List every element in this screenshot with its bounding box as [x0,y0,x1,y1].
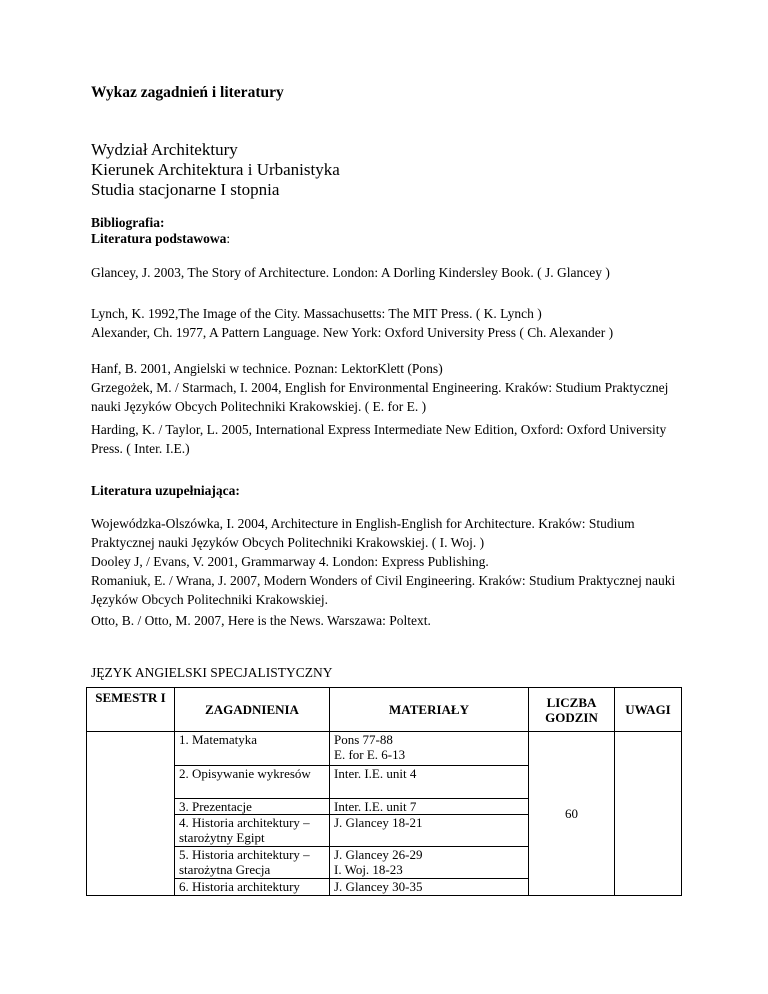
basic-ref-grzegozek: Grzegożek, M. / Starmach, I. 2004, English for Environmental Engineering. Kraków: Studium Praktycznej nauki Języków Obcych Politechniki Krakowskiej. ( E. for E. ) [91,380,669,414]
table-row [87,732,682,766]
basic-ref-harding: Harding, K. / Taylor, L. 2005, International Express Intermediate New Edition, Oxford: Oxford University Press. ( Inter. I.E.) [91,422,667,456]
header-topics: ZAGADNIENIA [175,688,330,732]
basic-ref-glancey: Glancey, J. 2003, The Story of Architecture. London: A Dorling Kindersley Book. ( J. Glancey ) [91,265,610,280]
semester-cell [87,732,175,896]
supp-ref-otto: Otto, B. / Otto, M. 2007, Here is the News. Warszawa: Poltext. [91,613,431,628]
bibliography-label: Bibliografia: [91,215,165,230]
section-title: JĘZYK ANGIELSKI SPECJALISTYCZNY [91,665,333,680]
document-title: Wykaz zagadnień i literatury [91,84,284,101]
topic-cell: 6. Historia architektury [175,879,330,896]
material-cell: Pons 77-88 E. for E. 6-13 [330,732,529,766]
syllabus-table [86,687,682,896]
basic-literature-colon: : [226,231,231,246]
table-header-row [87,688,682,732]
material-cell: J. Glancey 30-35 [330,879,529,896]
topic-cell: 4. Historia architektury – starożytny Egipt [175,815,330,847]
supp-ref-romaniuk: Romaniuk, E. / Wrana, J. 2007, Modern Wonders of Civil Engineering. Kraków: Studium Praktycznej nauki Języków Obcych Politechniki Krakowskiej. [91,573,676,607]
material-cell: J. Glancey 26-29 I. Woj. 18-23 [330,847,529,879]
material-cell: Inter. I.E. unit 7 [330,799,529,815]
basic-literature-heading [91,231,230,247]
faculty-line: Wydział Architektury [91,140,238,159]
supp-ref-dooley: Dooley J, / Evans, V. 2001, Grammarway 4. London: Express Publishing. [91,554,489,569]
notes-cell [615,732,682,896]
supp-ref-wojewodzka: Wojewódzka-Olszówka, I. 2004, Architecture in English-English for Architecture. Kraków: Studium Praktycznej nauki Języków Obcych Politechniki Krakowskiej. ( I. Woj. ) [91,516,635,550]
topic-cell: 3. Prezentacje [175,799,330,815]
study-mode-line: Studia stacjonarne I stopnia [91,180,280,199]
basic-ref-hanf: Hanf, B. 2001, Angielski w technice. Poznan: LektorKlett (Pons) [91,361,443,376]
material-cell: J. Glancey 18-21 [330,815,529,847]
header-materials: MATERIAŁY [330,688,529,732]
material-cell: Inter. I.E. unit 4 [330,766,529,799]
header-hours: LICZBA GODZIN [529,688,615,732]
topic-cell: 1. Matematyka [175,732,330,766]
basic-literature-label: Literatura podstawowa [91,231,227,246]
supplementary-literature-label: Literatura uzupełniająca: [91,483,240,498]
basic-ref-lynch: Lynch, K. 1992,The Image of the City. Massachusetts: The MIT Press. ( K. Lynch ) [91,306,542,321]
topic-cell: 2. Opisywanie wykresów [175,766,330,799]
header-notes: UWAGI [615,688,682,732]
header-semester: SEMESTR I [87,688,175,732]
field-of-study-line: Kierunek Architektura i Urbanistyka [91,160,340,179]
topic-cell: 5. Historia architektury – starożytna Grecja [175,847,330,879]
basic-ref-alexander: Alexander, Ch. 1977, A Pattern Language. New York: Oxford University Press ( Ch. Alexander ) [91,325,614,340]
hours-cell: 60 [529,732,615,896]
